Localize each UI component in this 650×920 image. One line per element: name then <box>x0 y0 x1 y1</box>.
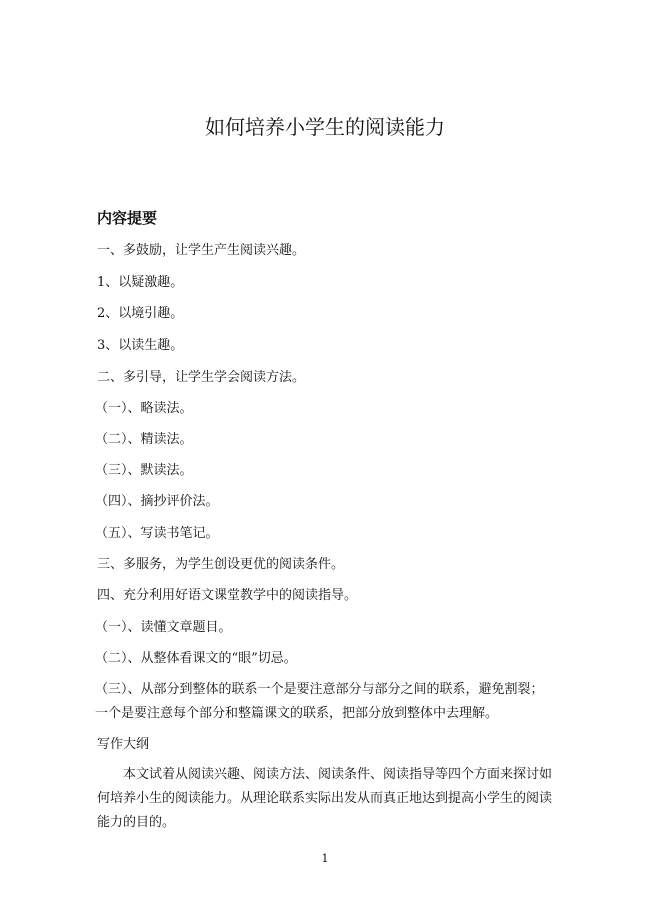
outline-item: （二）、精读法。 <box>95 432 193 447</box>
outline-item: 一、多鼓励，让学生产生阅读兴趣。 <box>97 243 306 258</box>
outline-item: （一）、读懂文章题目。 <box>95 620 232 635</box>
outline-item: 2、以境引趣。 <box>97 306 184 321</box>
outline-item: （三）、默读法。 <box>95 463 193 478</box>
outline-item: （一）、略读法。 <box>95 401 193 416</box>
outline-item: （四）、摘抄评价法。 <box>95 494 219 509</box>
outline-item: 二、多引导，让学生学会阅读方法。 <box>97 370 306 385</box>
outline-item: 3、以读生趣。 <box>97 338 184 353</box>
outline-heading: 写作大纲 <box>97 737 150 752</box>
relation-paragraph: （三）、从部分到整体的联系一个是要注意部分与部分之间的联系，避免割裂；一个是要注意每个部分和整篇课文的联系，把部分放到整体中去理解。 <box>95 682 544 721</box>
outline-item: 三、多服务，为学生创设更优的阅读条件。 <box>97 557 345 572</box>
outline-item: 1、以疑激趣。 <box>97 275 184 290</box>
outline-paragraph: 本文试着从阅读兴趣、阅读方法、阅读条件、阅读指导等四个方面来探讨如何培养小生的阅读能力。从理论联系实际出发从而真正地达到提高小学生的阅读能力的目的。 <box>97 767 553 830</box>
document-title: 如何培养小学生的阅读能力 <box>205 115 445 139</box>
summary-heading: 内容提要 <box>97 209 158 227</box>
outline-item: 四、充分利用好语文课堂教学中的阅读指导。 <box>97 588 358 603</box>
page-number: 1 <box>321 852 329 865</box>
outline-item: （五）、写读书笔记。 <box>95 526 219 541</box>
outline-item: （二）、从整体看课文的“眼”切忌。 <box>95 651 297 666</box>
